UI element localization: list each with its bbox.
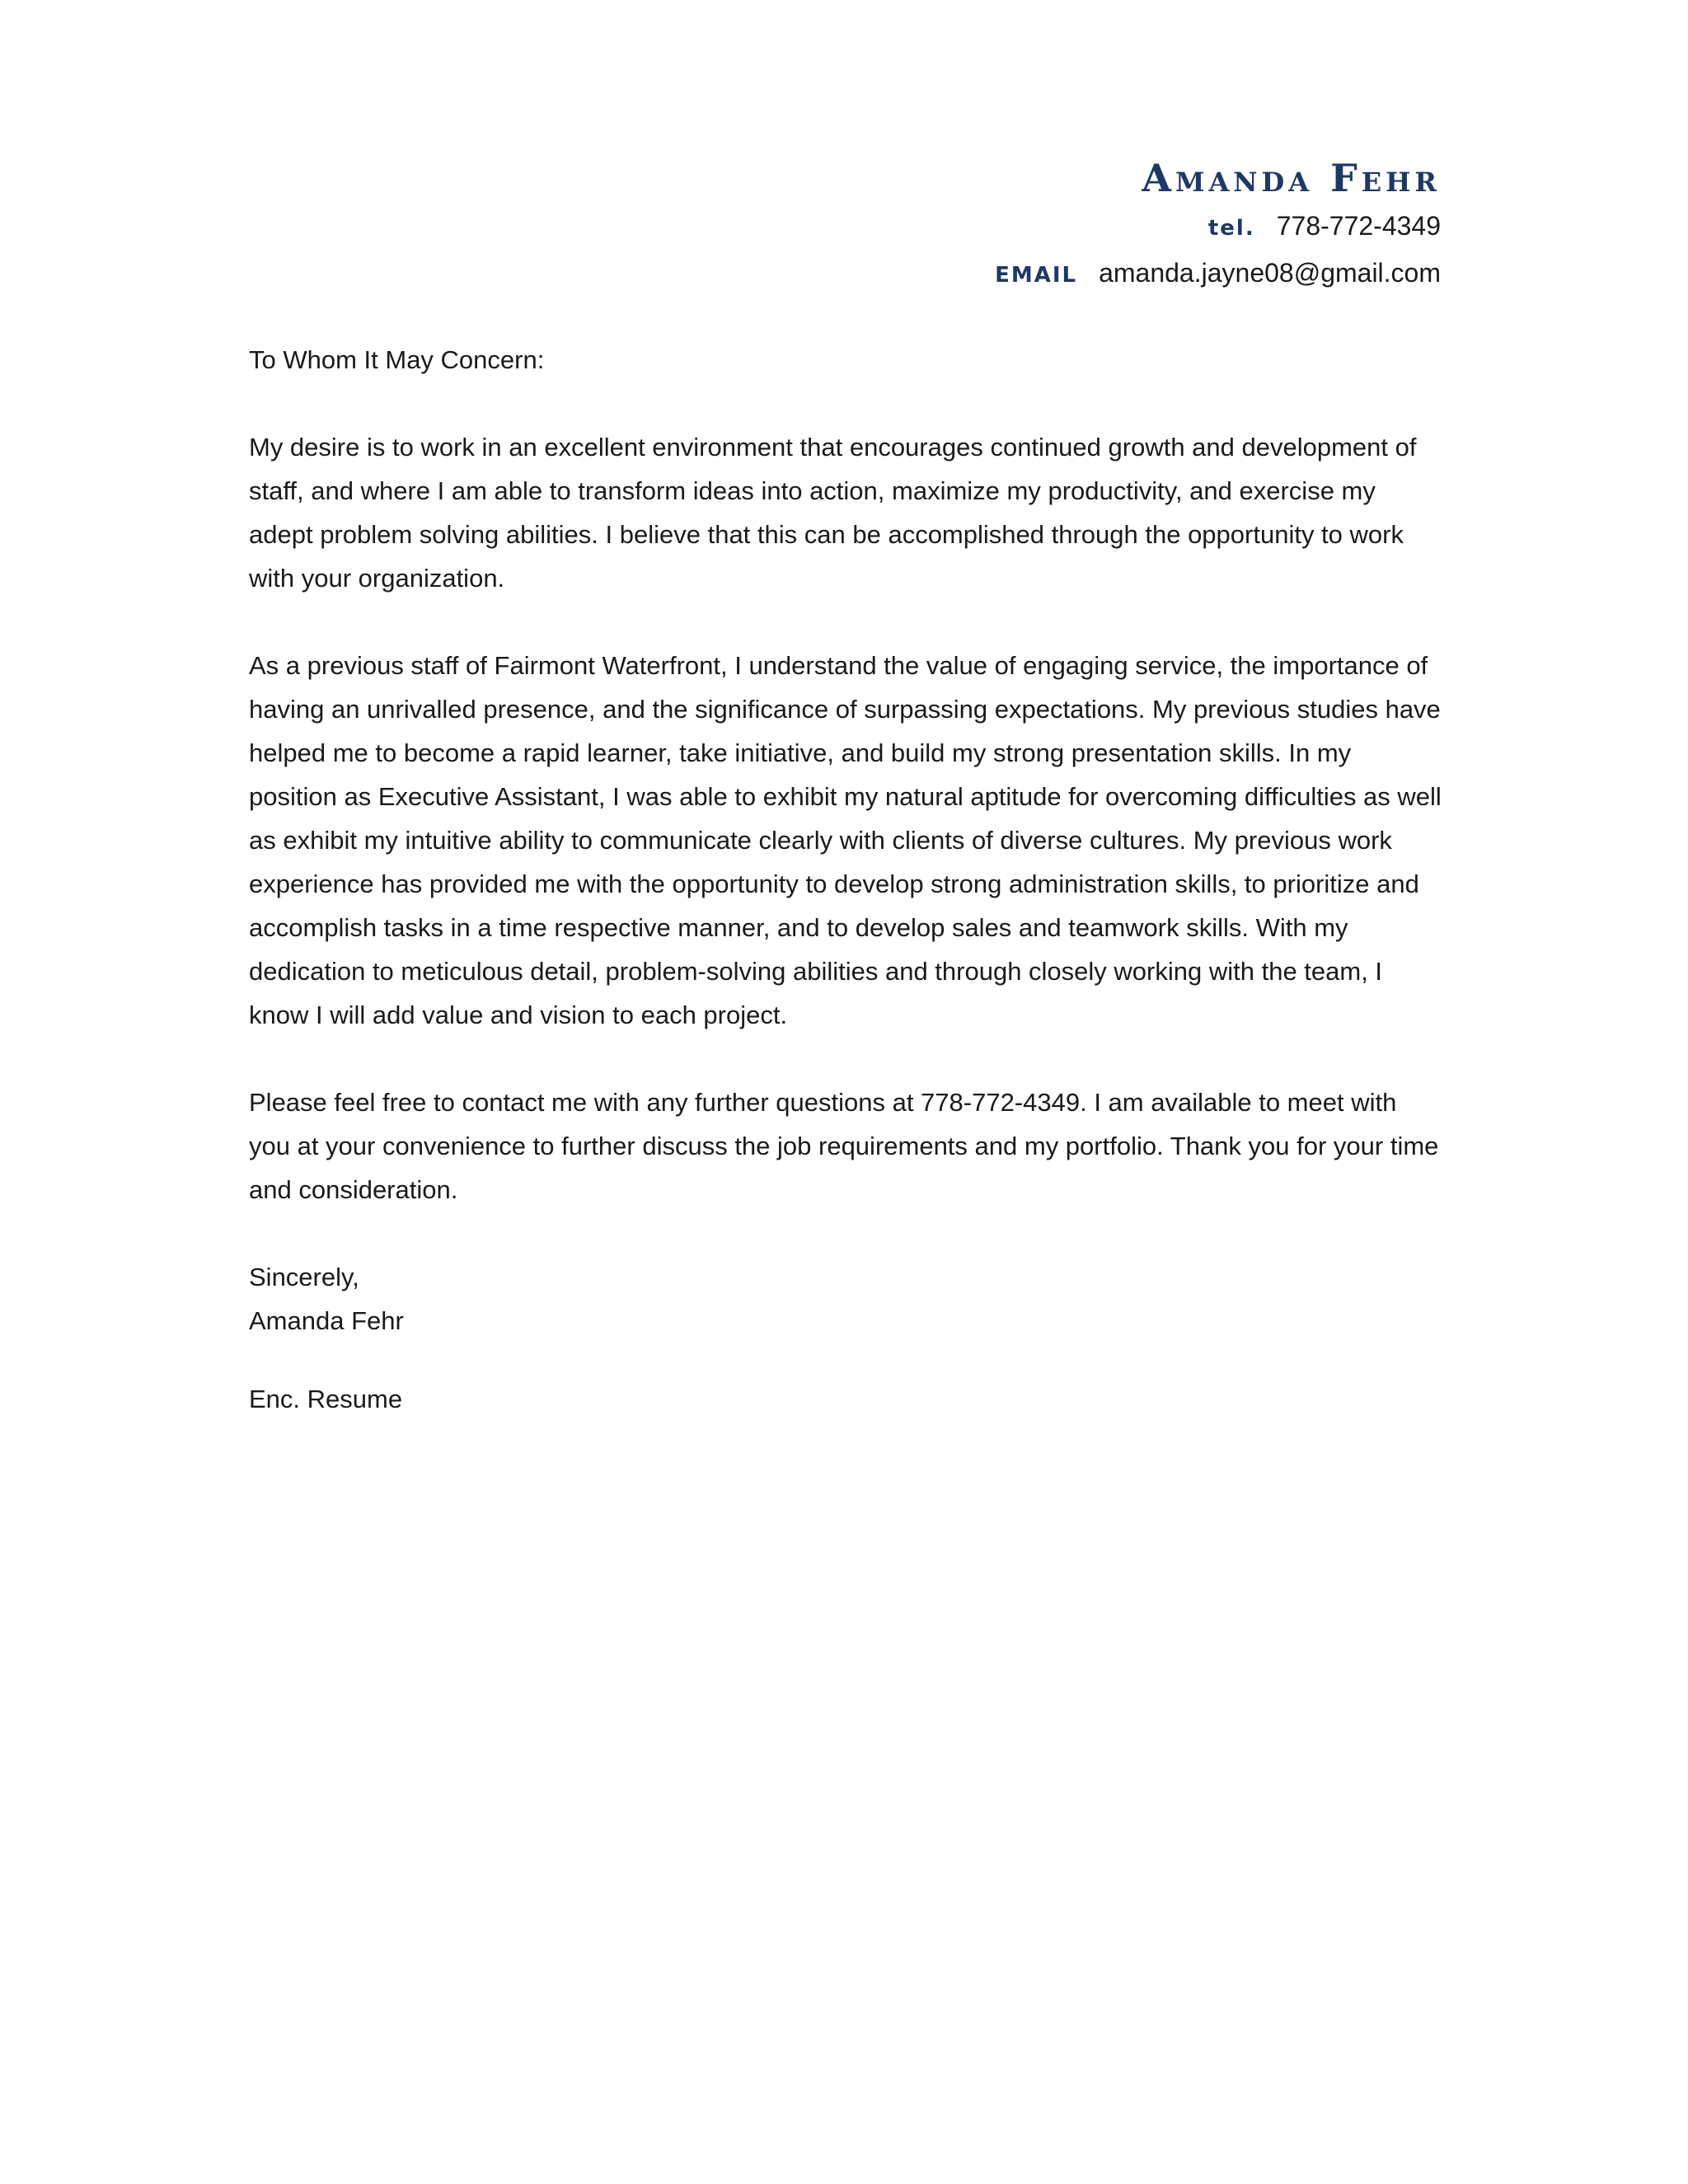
email-line	[452, 251, 1441, 298]
letterhead	[452, 152, 1441, 298]
email-value: amanda.jayne08@gmail.com	[1099, 258, 1441, 288]
enclosure-note: Enc. Resume	[249, 1385, 403, 1413]
paragraph-experience: As a previous staff of Fairmont Waterfront, I understand the value of engaging service, the importance of having an unrivalled presence, and the significance of surpassing expectations. My previous studies have helped me to become a rapid learner, take initiative, and build my strong presentation skills. In my position as Executive Assistant, I was able to exhibit my natural aptitude for overcoming difficulties as well as exhibit my intuitive ability to communicate clearly with clients of diverse cultures. My previous work experience has provided me with the opportunity to develop strong administration skills, to prioritize and accomplish tasks in a time respective manner, and to develop sales and teamwork skills. With my dedication to meticulous detail, problem-solving abilities and through closely working with the team, I know I will add value and vision to each project.	[249, 651, 1442, 1029]
phone-value: 778-772-4349	[1276, 211, 1441, 241]
closing: Sincerely,	[249, 1263, 359, 1291]
paragraph-contact: Please feel free to contact me with any further questions at 778-772-4349. I am available to meet with you at your convenience to further discuss the job requirements and my portfolio. Thank you for your time and consideration.	[249, 1088, 1439, 1204]
phone-line	[452, 204, 1441, 251]
signature: Amanda Fehr	[249, 1306, 404, 1335]
phone-label: tel.	[1207, 216, 1255, 241]
email-label: EMAIL	[995, 263, 1078, 288]
salutation: To Whom It May Concern:	[249, 345, 545, 374]
paragraph-intro: My desire is to work in an excellent environment that encourages continued growth and development of staff, and where I am able to transform ideas into action, maximize my productivity, and exercise my adept problem solving abilities. I believe that this can be accomplished through the opportunity to work with your organization.	[249, 433, 1417, 593]
letter-body	[249, 338, 1444, 1421]
sender-name: Amanda Fehr	[1142, 156, 1441, 200]
